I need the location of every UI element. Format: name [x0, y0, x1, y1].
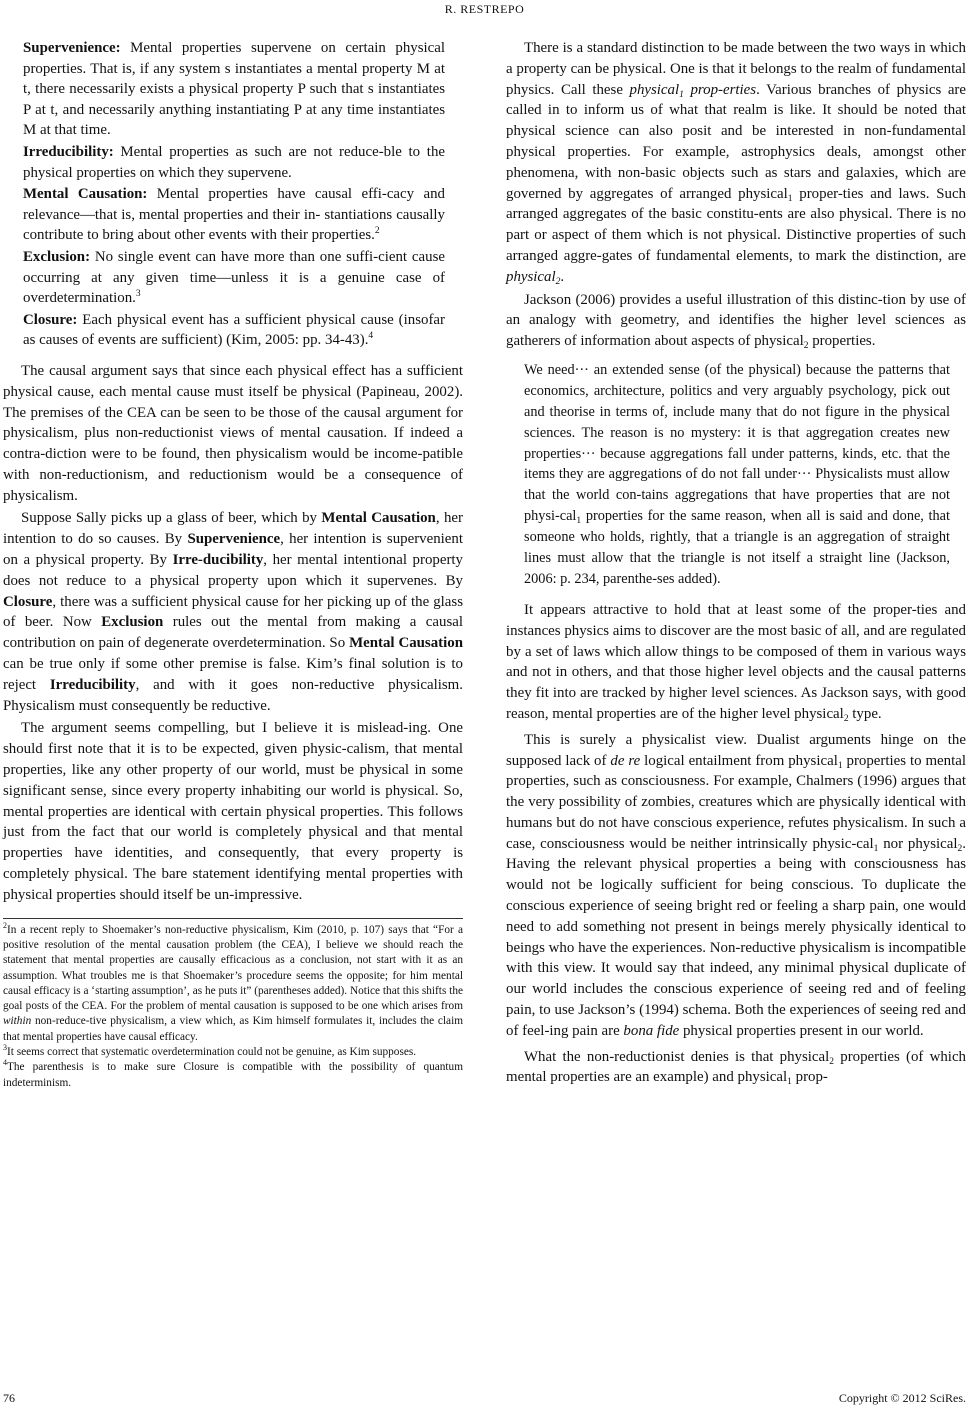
text-run: type.	[848, 705, 882, 722]
right-column	[506, 38, 966, 1088]
running-head: R. RESTREPO	[444, 2, 525, 16]
body-paragraph: The causal argument says that since each physical effect has a sufficient physical cause, each mental cause must itself be physical (Papineau, 2002). The premises of the CEA can be seen to be those of the causal argument for physicalism, plus non-reductionist views of mental causation. If indeed a contra-diction were to be found, then physicalism would be income-patible with non-reductionism, and reductionism would be a consequence of physicalism.	[3, 362, 463, 504]
text-run: We need··· an extended sense (of the physical) because the patterns that economics, architecture, politics and very arguably psychology, pick out and theorise in terms of, include many that do not figure in the physical sciences. The reason is no mystery: it is that aggregation creates new properties··· because aggregations fall under patterns, kinds, etc. that the items they are aggregations of do not fall under··· Physicalists must allow that the world con-tains aggregations that have properties that are not physi-cal	[524, 361, 950, 525]
text-run: This is surely a physicalist view. Dualist arguments hinge on the supposed lack of	[506, 731, 966, 769]
premise-list	[23, 38, 445, 351]
premise-text: Mental properties have causal effi-cacy and relevance—that is, mental properties and their in- stantiations causally contribute to bring about other events with their properties.	[23, 186, 445, 244]
premise-text: Mental properties as such are not reduce-ble to the physical properties on which they supervene.	[23, 143, 445, 181]
emphasis	[630, 82, 757, 98]
footnote-3	[3, 1045, 463, 1060]
footnote-number: 2	[3, 920, 7, 930]
footnote-ref[interactable]: 4	[368, 331, 374, 342]
premise-term: Exclusion:	[23, 248, 91, 265]
footnote-number: 3	[3, 1043, 7, 1052]
premise-term: Mental Causation:	[23, 186, 148, 203]
text-run: logical entailment from physical	[640, 752, 838, 769]
premise-text: Each physical event has a sufficient physical cause (insofar as causes of events are sufficient) (Kim, 2005: pp. 34-43).	[23, 311, 445, 349]
text-run: .	[560, 268, 565, 285]
premise-term: Supervenience:	[23, 40, 121, 56]
subscript: 2	[829, 1056, 835, 1067]
text-run: , her intention is supervenient on a physical property. By	[3, 531, 463, 569]
subscript: 2	[803, 341, 809, 352]
text-run: , her intention to do so causes. By	[3, 510, 463, 548]
bold-term: Irreducibility	[49, 676, 136, 693]
footnote-4	[3, 1060, 463, 1091]
text-run: can be true only if some other premise is false. Kim’s final solution is to reject	[3, 656, 463, 693]
text-run: properties to mental properties, such as consciousness. For example, Chalmers (1996) argues that the very possibility of zombies, creatures which are physically identical with humans but do not have conscious experience, refutes physicalism. In such a case, consciousness would be neither intrinsically physic-cal	[506, 752, 966, 852]
footnote-2	[3, 920, 463, 1045]
text-run: , and with it goes non-reductive physicalism. Physicalism must consequently be reductive.	[3, 676, 463, 714]
text-run: Jackson (2006) provides a useful illustration of this distinc-tion by use of an analogy with geometry, and identifies the higher level sciences as gatherers of information about aspects of physical	[506, 291, 966, 350]
subscript: 1	[787, 193, 793, 204]
text-run: properties (of which mental properties are an example) and physical	[506, 1048, 967, 1086]
premise-closure	[23, 310, 445, 351]
bold-term: Supervenience	[187, 531, 281, 548]
bold-term: Mental Causation	[321, 510, 436, 527]
premise-exclusion	[23, 247, 445, 309]
body-paragraph	[506, 730, 966, 1042]
body-paragraph	[3, 508, 463, 716]
text-run: proper-ties and laws. Such arranged aggregates of the basic constitu-ents are also physical. There is no part or aspect of them which is not physical. Distinctive properties of such arranged aggre-gates of fundamental elements, to mark the distinction, are	[506, 185, 966, 264]
body-paragraph	[506, 1047, 966, 1089]
text-run: Suppose Sally picks up a glass of beer, which by	[21, 510, 322, 527]
premise-mental-causation	[23, 184, 445, 246]
footnote-text: non-reduce-tive physicalism, a view which, as Kim himself formulates it, includes the claim that mental properties have causal efficacy.	[3, 1015, 463, 1043]
footnote-number: 4	[3, 1058, 7, 1068]
block-quote	[524, 360, 950, 590]
text-run: , there was a sufficient physical cause for her picking up of the glass of beer. Now	[3, 593, 463, 631]
subscript: 1	[679, 89, 684, 100]
footnote-divider	[3, 918, 463, 919]
text-run: It appears attractive to hold that at least some of the proper-ties and instances physics aims to discover are the most basic of all, and are regulated by a set of laws which allow things to be composed of them in various ways and not in others, and that those higher level objects and the causal patterns they fit into are tracked by higher level sciences. As Jackson says, with good reason, mental properties are of the higher level physical	[506, 601, 966, 722]
body-paragraph	[506, 290, 966, 352]
copyright-notice: Copyright © 2012 SciRes.	[838, 1391, 966, 1405]
body-paragraph: The argument seems compelling, but I believe it is mislead-ing. One should first note that it is to be expected, given physic-calism, that mental properties, like any other property of our world, must be physical in some significant sense, since every property inhabiting our world is physical. So, mental properties are identical with certain physical properties. This follows just from the fact that our world is completely physical and that mental properties have identities, and consequently, that every property is completely physical. The bare statement identifying mental properties with physical properties should itself be un-impressive.	[3, 720, 463, 903]
premise-term: Closure:	[23, 311, 78, 328]
bold-term: Closure	[3, 593, 53, 610]
subscript: 2	[843, 713, 849, 724]
emphasis: de re	[610, 752, 641, 769]
bold-term: Exclusion	[101, 614, 164, 631]
text-run: properties.	[808, 333, 876, 350]
subscript: 1	[576, 516, 582, 527]
subscript: 2	[555, 276, 561, 287]
subscript: 1	[873, 843, 879, 854]
body-paragraph	[506, 38, 966, 288]
text-run: nor physical	[878, 835, 958, 852]
text-run: physical	[506, 268, 556, 285]
text-run: prop-	[791, 1069, 828, 1086]
bold-term: Mental Causation	[349, 635, 463, 652]
premise-text: No single event can have more than one suffi-cient cause occurring at any given time—unless it is a genuine case of overdetermination.	[23, 248, 445, 307]
text-run: physical	[629, 81, 680, 98]
premise-supervenience	[23, 38, 445, 141]
text-run: . Having the relevant physical properties a being with consciousness has would not be logically sufficient for being conscious. To duplicate the conscious experience of seeing bright red or feeling a sharp pain, one would need to add something not present in beings merely physically identical to beings who have the experiences. Non-reductive physicalism is incompatible with this view. It would say that indeed, any minimal physical duplicate of our world includes the conscious experience of seeing red and of feeling pain, to use Jackson’s (1994) schema. Both the experiences of seeing red and of feel-ing pain are	[506, 835, 967, 1039]
subscript: 2	[957, 843, 963, 854]
text-run: There is a standard distinction to be made between the two ways in which a property can be physical. One is that it belongs to the realm of fundamental physics. Call these	[506, 40, 966, 98]
footnote-text: In a recent reply to Shoemaker’s non-reductive physicalism, Kim (2010, p. 107) says that “For a positive resolution of the mental causation problem (the CEA), I believe we should reach the statement that mental properties are causally efficacious as a conclusion, not start with it as an assumption. What troubles me is that Shoemaker’s procedure seems the opposite; for him mental causal efficacy is a ‘starting assumption’, as he puts it” (parentheses added). Notice that this shifts the goal posts of the CEA. For the problem of mental causation is supposed to be one which arises from	[3, 923, 463, 1013]
text-run: properties for the same reason, when all is said and done, that someone who holds, rightly, that a triangle is an aggregation of straight lines must allow that the triangle is not itself a straight line (Jackson, 2006: p. 234, parenthe-ses added).	[524, 508, 950, 588]
emphasis: bona fide	[623, 1022, 680, 1039]
premise-irreducibility	[23, 142, 445, 183]
footnote-emphasis: within	[3, 1015, 32, 1028]
text-run: physical properties present in our world.	[679, 1022, 924, 1039]
text-run: . Various branches of physics are called in to inform us of what that realm is like. It should be noted that physical science can also posit and be interested in non-fundamental physical properties. For example, astrophysics deals, amongst other phenomena, with non-basic objects such as stars and galaxies, which are governed by aggregates of arranged physical	[506, 81, 966, 202]
text-run: What the non-reductionist denies is that physical	[524, 1048, 830, 1065]
text-run: prop-erties	[683, 81, 757, 98]
subscript: 1	[837, 760, 843, 771]
text-run: , her mental intentional property does not reduce to a physical property upon which it supervenes. By	[3, 552, 463, 589]
subscript: 1	[787, 1077, 792, 1088]
footnote-text: The parenthesis is to make sure Closure is compatible with the possibility of quantum indeterminism.	[3, 1061, 463, 1089]
body-paragraph	[506, 600, 966, 725]
emphasis	[506, 269, 560, 285]
page-number: 76	[3, 1391, 15, 1405]
footnote-ref[interactable]: 2	[374, 226, 380, 237]
premise-text: Mental properties supervene on certain physical properties. That is, if any system s instantiates a mental property M at t, there necessarily exists a physical property P such that s instantiates P at t, and necessarily anything instantiating P at any time instantiates M at that time.	[23, 40, 445, 139]
footnote-text: It seems correct that systematic overdetermination could not be genuine, as Kim supposes.	[7, 1046, 417, 1058]
bold-term: Irre-ducibility	[172, 552, 264, 569]
left-column	[3, 38, 463, 1091]
footnote-ref[interactable]: 3	[135, 289, 141, 300]
premise-term: Irreducibility:	[23, 143, 114, 160]
text-run: rules out the mental from making a causal contribution on pain of degenerate overdetermination. So	[3, 614, 463, 652]
